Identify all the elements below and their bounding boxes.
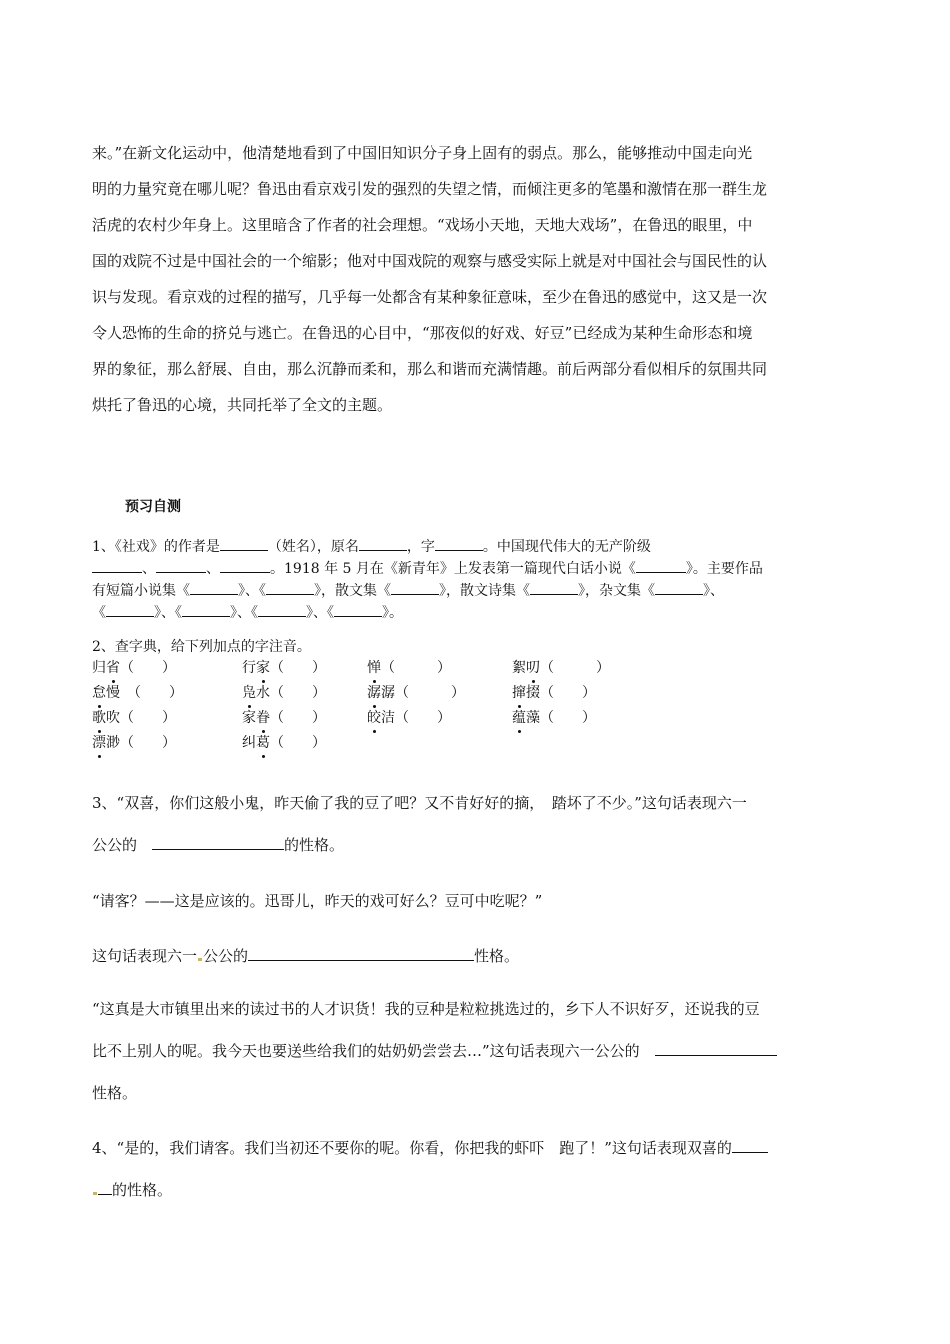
question-1-line-3 (92, 580, 892, 602)
answer-paren[interactable]: （ ） (120, 660, 176, 676)
dotted-char: 凫 (242, 685, 256, 701)
answer-paren[interactable]: （ ） (270, 660, 326, 676)
answer-paren[interactable]: （ ） (540, 660, 610, 676)
q1-text: 、 (206, 561, 220, 577)
q1-text: 》，散文集《 (314, 583, 391, 599)
paragraph-line: 活虎的农村少年身上。这里暗含了作者的社会理想。“戏场小天地，天地大戏场”，在鲁迅的眼里，中 (92, 216, 753, 234)
pinyin-item (92, 658, 176, 678)
question-4-line-2 (92, 1179, 172, 1201)
q1-text: 、 (142, 561, 156, 577)
highlight-mark (198, 958, 202, 961)
question-1-line-2 (92, 558, 892, 580)
answer-blank[interactable] (258, 602, 306, 617)
answer-paren[interactable]: （ ） (270, 735, 326, 751)
dotted-char: 葛 (256, 735, 270, 751)
dotted-char: 漂 (92, 735, 106, 751)
question-1-line-4 (92, 602, 892, 624)
word-char: 洁 (381, 710, 395, 726)
answer-blank[interactable] (182, 602, 230, 617)
answer-paren[interactable]: （ ） (270, 710, 326, 726)
dotted-char: 家 (256, 660, 270, 676)
pinyin-item (92, 708, 176, 728)
q3-text: 公公的 (203, 947, 249, 965)
pinyin-item (367, 658, 451, 678)
answer-paren[interactable]: （ ） (120, 735, 176, 751)
question-3-quote-3-line-3: 性格。 (92, 1084, 138, 1102)
question-4-line-1 (92, 1137, 768, 1159)
q1-text: 。中国现代伟大的无产阶级 (482, 539, 651, 555)
paragraph-line: 来。”在新文化运动中，他清楚地看到了中国旧知识分子身上固有的弱点。那么，能够推动中国走向光 (92, 144, 753, 162)
q1-text: （姓名），原名 (267, 539, 359, 555)
q1-text: ，字 (406, 539, 435, 555)
answer-paren[interactable]: （ ） (120, 685, 183, 701)
question-1-line-1 (92, 536, 892, 558)
answer-blank[interactable] (530, 580, 578, 595)
word-char: 家 (242, 710, 256, 726)
word-char: 慢 (106, 685, 120, 701)
answer-blank[interactable] (220, 536, 268, 551)
question-3-line-4 (92, 945, 519, 967)
answer-paren[interactable]: （ ） (540, 710, 596, 726)
answer-blank[interactable] (391, 580, 439, 595)
highlight-mark (93, 1192, 97, 1195)
q4-text: 的性格。 (112, 1181, 173, 1199)
q1-text: 》。主要作品 (685, 561, 763, 577)
pinyin-item (92, 733, 176, 753)
question-3-quote-3-line-2 (92, 1040, 777, 1062)
question-3-line-2 (92, 834, 344, 856)
answer-blank[interactable] (92, 558, 142, 573)
question-1 (92, 536, 892, 624)
q1-text: 》，杂文集《 (578, 583, 655, 599)
dotted-char: 眷 (256, 710, 270, 726)
pinyin-item (512, 708, 596, 728)
answer-blank[interactable] (98, 1180, 112, 1195)
q3-text: 的性格。 (284, 836, 345, 854)
dotted-char: 怠 (92, 685, 106, 701)
pinyin-item (242, 733, 326, 753)
question-3-line-1: 3、“双喜，你们这般小鬼，昨天偷了我的豆了吧？又不肯好好的摘， 踏坏了不少。”这句话表现六一 (92, 794, 747, 812)
q4-text: 4、“是的，我们请客。我们当初还不要你的呢。你看，你把我的虾吓 跑了！”这句话表现双喜的 (92, 1139, 732, 1157)
q1-text: 》、《 (154, 605, 182, 621)
word-char: 藻 (526, 710, 540, 726)
pinyin-item (367, 683, 465, 703)
paragraph-line: 国的戏院不过是中国社会的一个缩影；他对中国戏院的观察与感受实际上就是对中国社会与国民性的认 (92, 252, 768, 270)
question-2-title: 2、查字典，给下列加点的字注音。 (92, 639, 311, 655)
q1-text: 》、《 (306, 605, 334, 621)
answer-blank[interactable] (359, 536, 407, 551)
pinyin-item (242, 683, 326, 703)
dotted-char: 皎 (367, 710, 381, 726)
paragraph-line: 令人恐怖的生命的挤兑与逃亡。在鲁迅的心目中，“那夜似的好戏、好豆”已经成为某种生命形态和境 (92, 324, 753, 342)
dotted-char: 蕴 (512, 710, 526, 726)
word-char: 掇 (526, 685, 540, 701)
answer-paren[interactable]: （ ） (395, 685, 465, 701)
answer-blank[interactable] (655, 1041, 777, 1056)
word-char: 水 (256, 685, 270, 701)
pinyin-item (367, 708, 451, 728)
answer-blank[interactable] (334, 602, 382, 617)
dotted-char: 惮 (367, 660, 381, 676)
answer-blank[interactable] (106, 602, 154, 617)
answer-blank[interactable] (435, 536, 483, 551)
answer-blank[interactable] (655, 580, 703, 595)
section-heading: 预习自测 (125, 499, 181, 515)
paragraph-line: 识与发现。看京戏的过程的描写，几乎每一处都含有某种象征意味，至少在鲁迅的感觉中，这又是一次 (92, 288, 768, 306)
q1-text: 》、《 (230, 605, 258, 621)
q1-text: 有短篇小说集《 (92, 583, 190, 599)
answer-blank[interactable] (636, 558, 686, 573)
q1-text: 》、《 (238, 583, 266, 599)
answer-blank[interactable] (152, 835, 284, 850)
q3-text: 公公的 (92, 836, 153, 854)
q3-text: 这句话表现六一 (92, 947, 198, 965)
word-char: 纠 (242, 735, 256, 751)
paragraph-line: 界的象征，那么舒展、自由，那么沉静而柔和，那么和谐而充满情趣。前后两部分看似相斥的氛围共同 (92, 360, 768, 378)
dotted-char: 潺 (367, 685, 381, 701)
intro-paragraph (92, 135, 862, 423)
word-char: 行 (242, 660, 256, 676)
pinyin-item (92, 683, 183, 703)
q1-text: 《 (92, 605, 106, 621)
answer-blank[interactable] (732, 1138, 768, 1153)
word-char: 归 (92, 660, 106, 676)
pinyin-item (512, 658, 610, 678)
q1-text: 》，散文诗集《 (439, 583, 530, 599)
dotted-char: 叨 (526, 660, 540, 676)
answer-blank[interactable] (190, 580, 238, 595)
answer-blank[interactable] (156, 558, 206, 573)
dotted-char: 省 (106, 660, 120, 676)
answer-paren[interactable]: （ ） (120, 710, 176, 726)
pinyin-item (242, 708, 326, 728)
paragraph-line: 明的力量究竟在哪儿呢？鲁迅由看京戏引发的强烈的失望之情，而倾注更多的笔墨和激情在那一群生龙 (92, 180, 768, 198)
q3-text: 性格。 (474, 947, 520, 965)
q1-text: 》。 (382, 605, 403, 621)
pinyin-item (512, 683, 596, 703)
answer-paren[interactable]: （ ） (395, 710, 451, 726)
q1-text: 。1918 年 5 月在《新青年》上发表第一篇现代白话小说《 (270, 561, 636, 577)
word-char: 渺 (106, 735, 120, 751)
answer-blank[interactable] (266, 580, 314, 595)
dotted-char: 歌 (92, 710, 106, 726)
q3-text: 比不上别人的呢。我今天也要送些给我们的姑奶奶尝尝去…”这句话表现六一公公的 (92, 1042, 655, 1060)
pinyin-item (242, 658, 326, 678)
answer-paren[interactable]: （ ） (270, 685, 326, 701)
word-char: 潺 (381, 685, 395, 701)
dotted-char: 撺 (512, 685, 526, 701)
word-char: 吹 (106, 710, 120, 726)
q1-text: 》、 (703, 583, 724, 599)
answer-paren[interactable]: （ ） (381, 660, 451, 676)
question-3-quote-3-line-1: “这真是大市镇里出来的读过书的人才识货！我的豆种是粒粒挑选过的，乡下人不识好歹，还说我的豆 (92, 1000, 760, 1018)
q1-text: 1、《社戏》的作者是 (92, 539, 220, 555)
answer-blank[interactable] (248, 946, 474, 961)
paragraph-line: 烘托了鲁迅的心境，共同托举了全文的主题。 (92, 396, 393, 414)
question-3-quote-2: “请客？——这是应该的。迅哥儿，昨天的戏可好么？豆可中吃呢？” (92, 892, 543, 910)
answer-blank[interactable] (220, 558, 270, 573)
word-char: 絮 (512, 660, 526, 676)
answer-paren[interactable]: （ ） (540, 685, 596, 701)
